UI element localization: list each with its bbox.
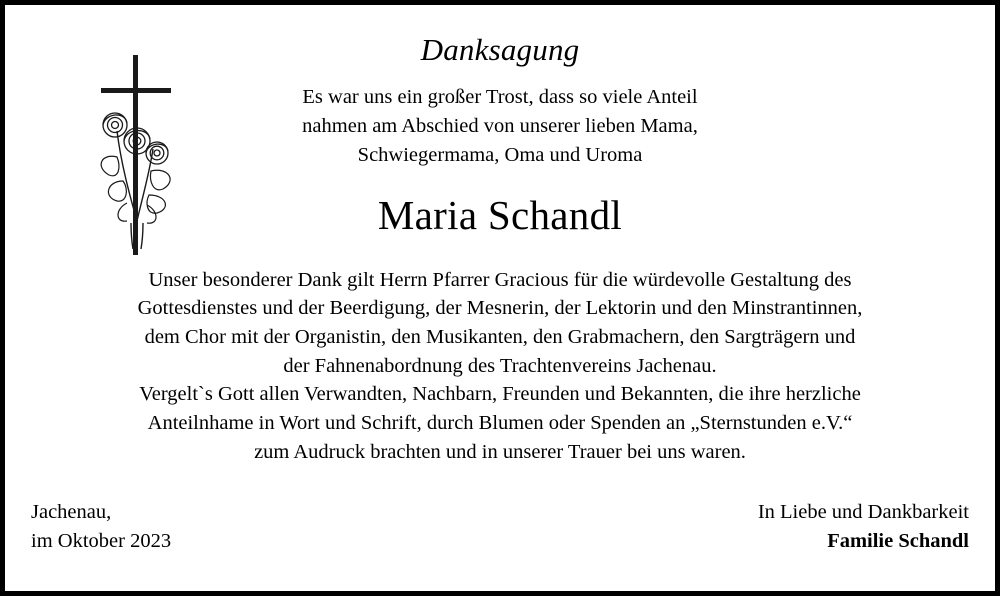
thanks-body <box>31 266 969 467</box>
deceased-name: Maria Schandl <box>377 192 623 239</box>
cross-with-roses-icon <box>87 53 197 258</box>
intro-line: nahmen am Abschied von unserer lieben Mama, <box>302 115 698 138</box>
intro-line: Es war uns ein großer Trost, dass so viele Anteil <box>302 86 698 109</box>
footer-date: im Oktober 2023 <box>31 530 172 553</box>
footer-signature <box>758 498 969 557</box>
body-line: Gottesdienstes und der Beerdigung, der Mesnerin, der Lektorin und den Minstrantinnen, <box>137 297 863 320</box>
body-line: zum Audruck brachten und in unserer Trauer bei uns waren. <box>254 440 746 463</box>
footer-closing: In Liebe und Dankbarkeit <box>757 500 969 523</box>
body-line: Anteilnhame in Wort und Schrift, durch Blumen oder Spenden an „Sternstunden e.V.“ <box>147 412 853 434</box>
body-line: der Fahnenabordnung des Trachtenvereins Jachenau. <box>283 354 717 377</box>
footer-family: Familie Schandl <box>827 530 969 553</box>
intro-line: Schwiegermama, Oma und Uroma <box>357 144 643 167</box>
body-line: Unser besonderer Dank gilt Herrn Pfarrer Gracious für die würdevolle Gestaltung des <box>148 268 852 291</box>
body-line: dem Chor mit der Organistin, den Musikanten, den Grabmachern, den Sargträgern und <box>144 325 856 348</box>
footer-place-date <box>31 498 171 557</box>
page-title: Danksagung <box>420 32 580 67</box>
body-line: Vergelt`s Gott allen Verwandten, Nachbarn, Freunden und Bekannten, die ihre herzliche <box>139 383 861 406</box>
footer-place: Jachenau, <box>31 500 112 523</box>
footer <box>31 498 969 557</box>
